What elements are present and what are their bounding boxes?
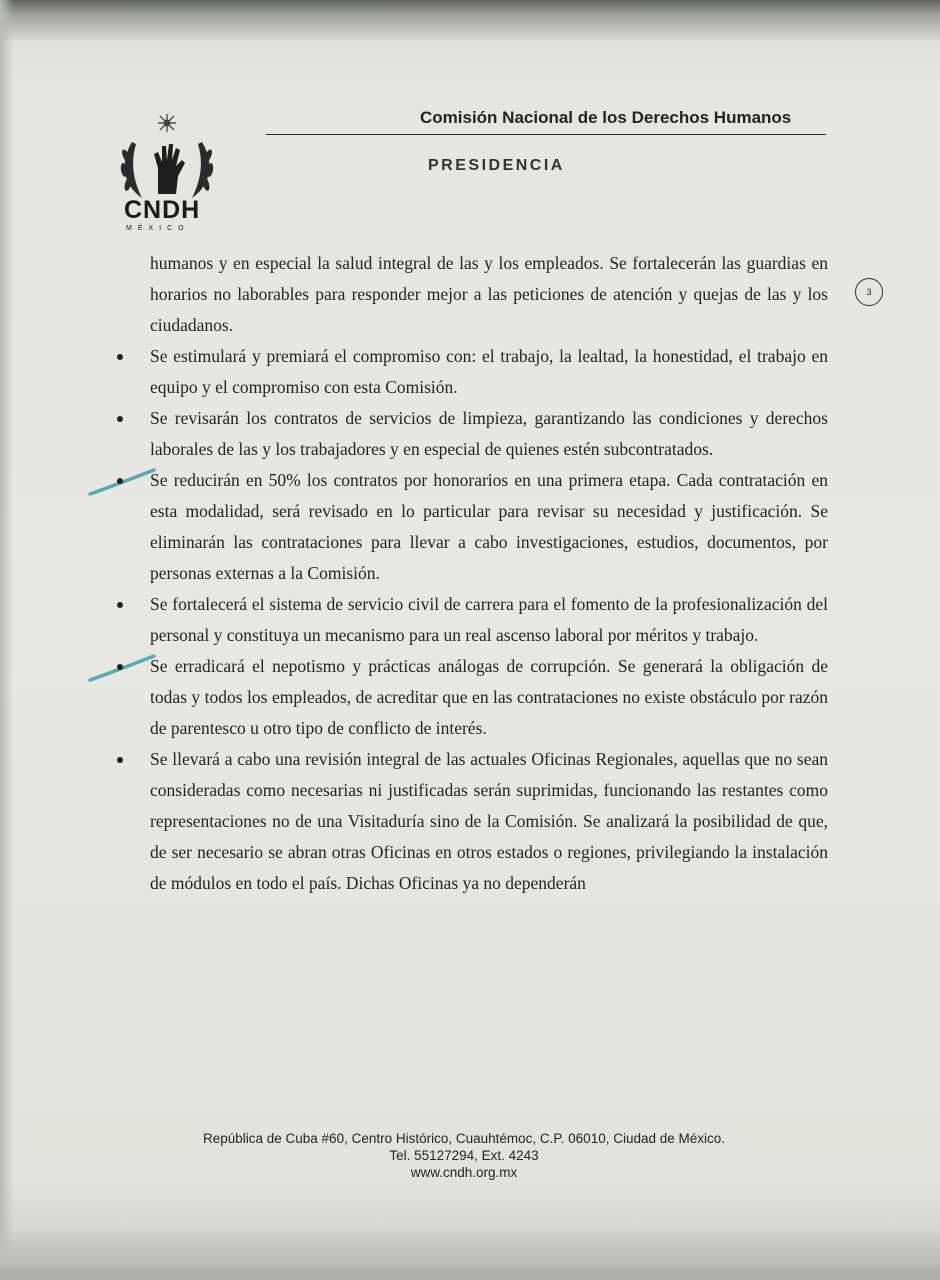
organization-name: Comisión Nacional de los Derechos Humanos — [420, 108, 792, 127]
list-item — [110, 651, 828, 744]
office-title: PRESIDENCIA — [428, 157, 565, 174]
list-item-text: Se reducirán en 50% los contratos por honorarios en una primera etapa. Cada contratación en esta modalidad, será revisado en lo particular para revisar su necesidad y justificación. Se eliminarán las contrataciones para llevar a cabo investigaciones, estudios, documentos, por personas externas a la Comisión. — [150, 470, 828, 583]
bullet-dot-icon — [117, 416, 123, 422]
list-item-text: Se fortalecerá el sistema de servicio civil de carrera para el fomento de la profesionalización del personal y constituya un mecanismo para un real ascenso laboral por méritos y trabajo. — [150, 594, 828, 645]
list-item — [110, 744, 828, 899]
highlighter-tick-icon — [88, 654, 158, 682]
list-item — [110, 589, 828, 651]
highlighter-tick-icon — [88, 468, 158, 496]
list-item-text: Se estimulará y premiará el compromiso con: el trabajo, la lealtad, la honestidad, el trabajo en equipo y el compromiso con esta Comisión. — [150, 346, 828, 397]
scan-left-shadow — [0, 0, 14, 1280]
logo-subtext: MÉXICO — [126, 225, 190, 232]
list-item — [110, 465, 828, 589]
footer-phone: Tel. 55127294, Ext. 4243 — [389, 1148, 539, 1163]
body-text — [110, 248, 828, 899]
bullet-dot-icon — [117, 354, 123, 360]
bullet-dot-icon — [117, 602, 123, 608]
footer-website: www.cndh.org.mx — [410, 1165, 518, 1180]
scan-bottom-shadow — [0, 1228, 940, 1280]
logo-text: CNDH — [124, 196, 201, 224]
list-item — [110, 341, 828, 403]
bullet-dot-icon — [117, 757, 123, 763]
footer — [0, 1130, 940, 1181]
intro-paragraph: humanos y en especial la salud integral de las y los empleados. Se fortalecerán las guardias en horarios no laborables para responder mejor a las peticiones de atención y quejas de las y los ciudadanos. — [150, 253, 828, 335]
bullet-dot-icon — [117, 664, 123, 670]
list-item-text: Se revisarán los contratos de servicios de limpieza, garantizando las condiciones y derechos laborales de las y los trabajadores y en especial de quienes estén subcontratados. — [150, 408, 828, 459]
list-item — [110, 403, 828, 465]
header-divider — [266, 134, 826, 135]
list-item-text: Se erradicará el nepotismo y prácticas análogas de corrupción. Se generará la obligación de todas y todos los empleados, de acreditar que en las contrataciones no existe obstáculo por razón de parentesco u otro tipo de conflicto de interés. — [150, 656, 828, 738]
scan-top-shadow — [0, 0, 940, 40]
bullet-dot-icon — [117, 478, 123, 484]
list-item-text: Se llevará a cabo una revisión integral de las actuales Oficinas Regionales, aquellas que no sean consideradas como necesarias ni justificadas serán suprimidas, funcionando las restantes como representaciones no de una Visitaduría sino de la Comisión. Se analizará la posibilidad de que, de ser necesario se abran otras Oficinas en otros estados o regiones, privilegiando la instalación de módulos en todo el país. Dichas Oficinas ya no dependerán — [150, 749, 828, 893]
footer-address: República de Cuba #60, Centro Histórico, Cuauhtémoc, C.P. 06010, Ciudad de México. — [202, 1131, 726, 1146]
page-number: 3 — [855, 278, 883, 306]
